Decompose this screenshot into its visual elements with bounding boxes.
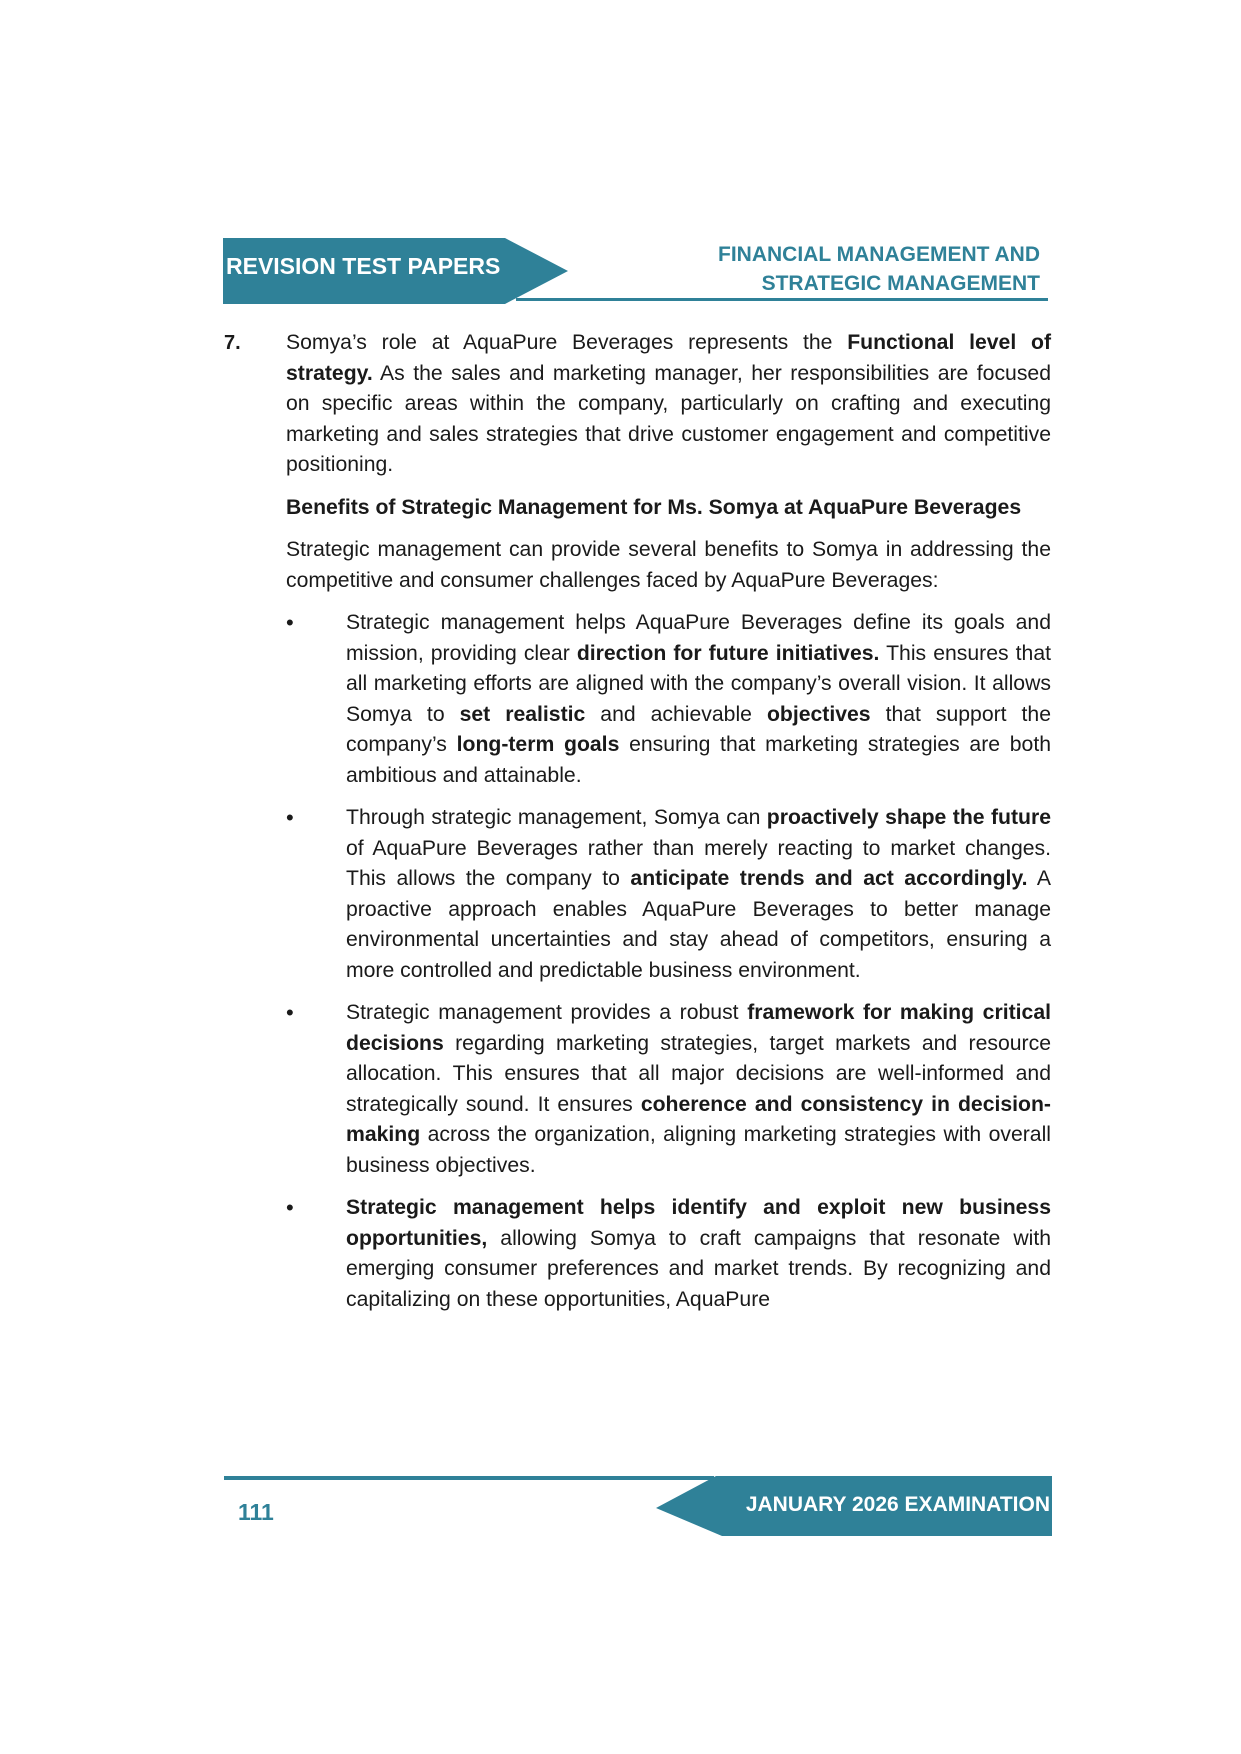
item-bold: framework for making critical decisions	[346, 1001, 1051, 1055]
item-bold: anticipate trends and act accordingly.	[630, 867, 1028, 890]
item-bold: set realistic	[459, 702, 586, 726]
lead-paragraph: Strategic management can provide several benefits to Somya in addressing the competitive and consumer challenges faced by AquaPure Beverages:	[286, 538, 1051, 592]
bullet-icon: •	[286, 1195, 294, 1220]
bullet-icon: •	[286, 1000, 294, 1025]
header-subject-line-2: STRATEGIC MANAGEMENT	[761, 272, 1040, 295]
list-item	[286, 998, 1051, 1181]
header-title: REVISION TEST PAPERS	[226, 253, 501, 279]
item-text: ensuring that marketing strategies are both ambitious and attainable.	[346, 733, 1051, 787]
item-bold: long-term goals	[456, 733, 620, 756]
header-subject-line-1: FINANCIAL MANAGEMENT AND	[718, 243, 1040, 266]
item-text: allowing Somya to craft campaigns that resonate with emerging consumer preferences and market trends. By recognizing and capitalizing on these opportunities, AquaPure	[346, 1226, 1051, 1311]
item-bold: direction for future initiatives.	[576, 641, 880, 665]
item-text: This ensures that all marketing efforts are aligned with the company’s overall vision. It allows Somya to	[346, 641, 1051, 726]
footer-rule	[224, 1476, 714, 1480]
intro-text-1: Somya’s role at AquaPure Beverages represents the	[286, 331, 848, 354]
item-text: and achievable	[585, 702, 767, 726]
item-bold: proactively shape the future	[766, 806, 1051, 829]
header-subject	[520, 240, 1040, 298]
item-bold: objectives	[766, 702, 871, 726]
item-text: Through strategic management, Somya can	[346, 806, 767, 829]
intro-text-2: As the sales and marketing manager, her responsibilities are focused on specific areas within the company, particularly on crafting and executing marketing and sales strategies that drive customer engagement and competitive positioning.	[286, 361, 1051, 476]
item-bold: Strategic management helps identify and exploit new business opportunities,	[346, 1196, 1051, 1250]
item-text: Strategic management provides a robust	[346, 1001, 748, 1024]
item-bold: coherence and consistency in decision-making	[346, 1092, 1051, 1146]
list-item	[286, 1193, 1051, 1315]
item-text: Strategic management helps AquaPure Beverages define its goals and mission, providing clear	[346, 611, 1051, 665]
bullet-icon: •	[286, 610, 294, 635]
bullet-icon: •	[286, 805, 294, 830]
header-rule	[516, 298, 1048, 301]
page-number: 111	[238, 1499, 274, 1525]
item-text: regarding marketing strategies, target markets and resource allocation. This ensures that all major decisions are well-informed and strategically sound. It ensures	[346, 1031, 1051, 1116]
exam-label: JANUARY 2026 EXAMINATION	[745, 1493, 1050, 1516]
item-text: A proactive approach enables AquaPure Beverages to better manage environmental uncertainties and stay ahead of competitors, ensuring a more controlled and predictable business environment.	[346, 867, 1051, 982]
section-heading: Benefits of Strategic Management for Ms. Somya at AquaPure Beverages	[286, 495, 1022, 519]
benefits-list	[286, 608, 1051, 1315]
intro-bold-1: Functional level of strategy.	[286, 331, 1051, 385]
item-text: across the organization, aligning marketing strategies with overall business objectives.	[346, 1123, 1051, 1177]
item-text: that support the company’s	[346, 702, 1052, 756]
item-text: of AquaPure Beverages rather than merely reacting to market changes. This allows the company to	[346, 836, 1051, 890]
list-item	[286, 803, 1051, 986]
answer-content	[286, 328, 1051, 1327]
intro-paragraph	[286, 328, 1051, 481]
question-number: 7.	[224, 332, 241, 354]
list-item	[286, 608, 1051, 791]
